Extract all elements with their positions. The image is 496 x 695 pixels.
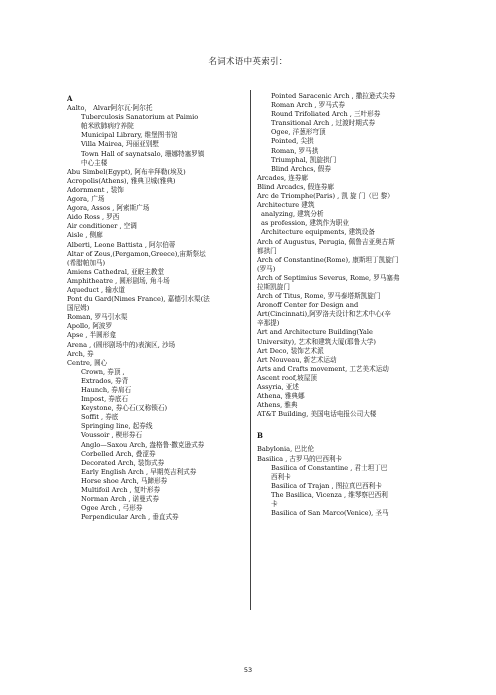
index-entry: Decorated Arch, 装饰式券 bbox=[81, 458, 165, 467]
index-entry: Arcades, 连券廊 bbox=[257, 173, 309, 182]
index-entry: Aalto， Alvar阿尔瓦·阿尔托 bbox=[67, 104, 153, 113]
index-entry: Art Nouveau, 新艺术运动 bbox=[257, 355, 337, 364]
index-entry: Pointed, 尖拱 bbox=[271, 137, 314, 146]
index-entry: Roman Arch , 罗马式券 bbox=[271, 101, 345, 110]
index-entry: Round Trifoliated Arch , 三叶形券 bbox=[271, 110, 381, 119]
spacer bbox=[257, 419, 447, 429]
page-title: 名词术语中英索引： bbox=[208, 57, 288, 67]
index-entry: Babylonia, 巴比伦 bbox=[257, 445, 315, 454]
index-entry: Anglo—Saxou Arch, 盎格鲁·撒克逊式券 bbox=[81, 440, 205, 449]
index-entry: Agora, 广场 bbox=[67, 195, 105, 204]
index-column-left bbox=[67, 92, 255, 522]
index-entry: Architecture 建筑 bbox=[257, 201, 315, 210]
index-entry: Arch of Augustus, Perugia, 佩鲁吉亚奥古斯 bbox=[257, 237, 395, 246]
index-entry: Transitional Arch , 过渡时期式券 bbox=[271, 119, 376, 128]
index-entry: The Basilica, Vicenza , 维琴察巴西利 bbox=[271, 490, 388, 499]
index-entry: Town Hall of saynatsalo, 珊娜特塞罗镇 bbox=[81, 149, 205, 158]
index-entry: Roman, 罗马引水渠 bbox=[67, 313, 128, 322]
index-entry: Impost, 券底石 bbox=[81, 395, 129, 404]
index-entry: 西利卡 bbox=[271, 472, 291, 481]
index-entry: Multifoil Arch , 复叶形券 bbox=[81, 486, 161, 495]
index-entry: as profession, 建筑作为职业 bbox=[261, 219, 349, 228]
index-entry: Extrados, 券背 bbox=[81, 376, 129, 385]
index-entry: 中心主楼 bbox=[81, 158, 108, 167]
index-entry: 都拱门 bbox=[257, 246, 277, 255]
index-entry: Arch, 券 bbox=[67, 349, 94, 358]
index-entry: Springing line, 起券线 bbox=[81, 422, 153, 431]
index-entry: 帕米欧肺病疗养院 bbox=[81, 122, 134, 131]
section-letter: B bbox=[257, 431, 263, 441]
index-entry: Arch of Septimius Severus, Rome, 罗马塞弗 bbox=[257, 273, 400, 282]
index-entry: Amphitheatre , 圆形剧场, 角斗场 bbox=[67, 276, 170, 285]
index-entry: Perpendicular Arch , 垂直式券 bbox=[81, 513, 179, 522]
index-column-right bbox=[257, 92, 447, 518]
section-letter: A bbox=[67, 94, 73, 103]
index-entry: Basilica of Constantine , 君士坦丁巴 bbox=[271, 463, 388, 472]
index-entry: Arc de Triomphe(Paris) , 凯 旋 门（巴 黎） bbox=[257, 192, 394, 201]
index-entry: (希腊帕加马) bbox=[67, 258, 106, 267]
index-entry: Art Deco, 装饰艺术派 bbox=[257, 346, 324, 355]
index-entry: Architecture equipments, 建筑设备 bbox=[261, 228, 375, 237]
page-number: 53 bbox=[243, 666, 253, 674]
index-entry: 拉斯凯旋门 bbox=[257, 282, 290, 291]
index-entry: Apollo, 阿波罗 bbox=[67, 322, 113, 331]
index-entry: Amiens Cathedral, 亚眠主教堂 bbox=[67, 267, 165, 276]
index-entry: Arena , (圆形剧场中的)表演区, 沙场 bbox=[67, 340, 176, 349]
index-entry: Tuberculosis Sanatorium at Paimio bbox=[81, 113, 199, 122]
index-entry: Norman Arch , 诺曼式券 bbox=[81, 495, 159, 504]
index-entry: Ogee, 洋葱形穹顶 bbox=[271, 128, 326, 137]
index-entry: Acropolis(Athens), 雅典卫城(雅典) bbox=[67, 176, 176, 185]
index-entry: analyzing, 建筑分析 bbox=[261, 210, 324, 219]
index-entry: University), 艺术和建筑大厦(耶鲁大学) bbox=[257, 337, 376, 346]
index-entry: Athena, 雅典娜 bbox=[257, 392, 305, 401]
index-entry: Arts and Crafts movement, 工艺美术运动 bbox=[257, 364, 389, 373]
index-entry: Pont du Gard(Nimes France), 嘉德引水渠(法 bbox=[67, 295, 210, 304]
index-entry: Ogee Arch , 弓形券 bbox=[81, 504, 143, 513]
index-entry: Air conditioner , 空调 bbox=[67, 222, 137, 231]
index-entry: Keystone, 券心石(又称锁石) bbox=[81, 404, 168, 413]
index-entry: Apse , 半圆形龛 bbox=[67, 331, 116, 340]
index-entry: Agora, Assos , 阿索斯广场 bbox=[67, 204, 150, 213]
index-entry: Basilica , 古罗马的巴西利卡 bbox=[257, 454, 343, 463]
index-entry: 国尼姆) bbox=[67, 304, 90, 313]
index-entry: 辛那提) bbox=[257, 319, 280, 328]
index-entry: Blind Arcadcs, 假连券廊 bbox=[257, 182, 335, 191]
index-entry: Soffit , 券底 bbox=[81, 413, 119, 422]
index-entry: Basilica of San Marco(Venice), 圣马 bbox=[271, 509, 389, 518]
index-entry: Assyria, 亚述 bbox=[257, 383, 299, 391]
index-entry: 卡 bbox=[271, 500, 278, 509]
column-divider bbox=[250, 90, 251, 610]
index-entry: Haunch, 券肩石 bbox=[81, 386, 132, 394]
index-entry: Early English Arch , 早期英吉利式券 bbox=[81, 467, 197, 476]
index-entry: AT&T Building, 美国电话电报公司大楼 bbox=[257, 410, 377, 419]
index-entry: Aido Ross , 罗西 bbox=[67, 213, 120, 222]
index-entry: Adornment , 装饰 bbox=[67, 185, 124, 194]
index-entry: Alberti, Leone Battista , 阿尔伯蒂 bbox=[67, 240, 176, 249]
index-entry: Athens, 雅典 bbox=[257, 401, 298, 410]
index-entry: Art and Architecture Building(Yale bbox=[257, 328, 373, 337]
index-entry: Crown, 券顶 , bbox=[81, 367, 125, 376]
index-entry: Altar of Zeus,(Pergamon,Greece),宙斯祭坛 bbox=[67, 249, 206, 258]
index-entry: Roman, 罗马拱 bbox=[271, 146, 319, 155]
index-entry: Villa Mairea, 玛丽亚别墅 bbox=[81, 140, 159, 149]
index-entry: Ascent roof,坡屋顶 bbox=[257, 373, 317, 382]
index-entry: Art(Cincinnati),阿罗洛夫设计和艺术中心(辛 bbox=[257, 310, 391, 319]
index-entry: (罗马) bbox=[257, 264, 276, 273]
index-entry: Basilica of Trajan , 图拉真巴西利卡 bbox=[271, 481, 382, 490]
index-entry: Pointed Saracenic Arch , 撒拉逊式尖券 bbox=[271, 92, 396, 100]
index-entry: Voussoir , 楔形券石 bbox=[81, 431, 143, 440]
index-entry: Horse shoe Arch, 马蹄形券 bbox=[81, 476, 168, 485]
index-entry: Municipal Library, 维堡图书馆 bbox=[81, 131, 178, 140]
index-entry: Arch of Titus, Rome, 罗马泰塔斯凯旋门 bbox=[257, 292, 381, 301]
index-entry: Corbelled Arch, 叠涩券 bbox=[81, 449, 156, 458]
index-entry: Triumphal, 凯旋拱门 bbox=[271, 155, 337, 164]
index-entry: Blind Archcs, 假券 bbox=[271, 164, 331, 173]
index-entry: Aisle , 侧廊 bbox=[67, 231, 103, 240]
index-entry: Arch of Constantine(Rome), 康斯坦丁凯旋门 bbox=[257, 255, 399, 264]
index-entry: Aqueduct , 输水道 bbox=[67, 285, 126, 294]
index-entry: Aronoff Center for Design and bbox=[257, 301, 359, 310]
index-entry: Centre, 圆心 bbox=[67, 358, 108, 367]
index-entry: Abu Simbel(Egypt), 阿布辛拜勒(埃及) bbox=[67, 167, 186, 176]
